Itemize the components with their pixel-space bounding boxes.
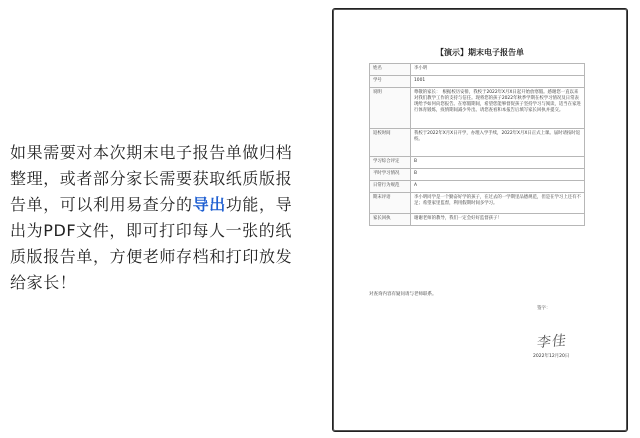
row-key: 家长回执	[370, 214, 411, 226]
table-row	[370, 169, 585, 181]
report-table	[369, 63, 585, 226]
row-value: B	[411, 157, 585, 169]
report-paper	[337, 13, 623, 427]
table-row	[370, 157, 585, 169]
export-highlight: 导出	[192, 195, 226, 214]
row-value: 谢谢老师的教导，我们一定会好好监督孩子！	[411, 214, 585, 226]
row-key: 学习综合评定	[370, 157, 411, 169]
table-row	[370, 88, 585, 129]
row-value: A	[411, 181, 585, 193]
row-value: B	[411, 169, 585, 181]
row-key: 日常行为规范	[370, 181, 411, 193]
intro-text-after: 功能，导出为PDF文件，即可打印每人一张的纸质版报告单，方便老师存档和打印放发给家长！	[10, 195, 293, 292]
intro-text-before: 如果需要对本次期末电子报告单做归档整理，或者部分家长需要获取纸质版报告单，可以利用易查分的	[10, 143, 293, 214]
row-value: 李小明同学是一个勤奋好学的孩子，在过去的一学期里品德规范，但是在学习上还有不足；希望家里监督，利用假期时间多学习。	[411, 193, 585, 214]
handwritten-signature: 李佳	[536, 332, 568, 352]
report-preview-frame	[332, 8, 628, 432]
row-key: 学号	[370, 76, 411, 88]
signature-date: 2022年12月20日	[533, 354, 570, 359]
table-row	[370, 76, 585, 88]
row-key: 姓名	[370, 64, 411, 76]
row-value: 我校于2022年X月X日开学，办理入学手续，2022年X月X日正式上课。届时请按时返校。	[411, 129, 585, 157]
table-row	[370, 181, 585, 193]
report-title: 【演示】期末电子报告单	[436, 48, 524, 57]
row-key: 返校时间	[370, 129, 411, 157]
row-key: 平时学习情况	[370, 169, 411, 181]
table-row	[370, 214, 585, 226]
table-row	[370, 129, 585, 157]
row-key: 期末评语	[370, 193, 411, 214]
row-value: 1001	[411, 76, 585, 88]
signature-label: 签字：	[537, 306, 551, 311]
intro-paragraph	[10, 140, 298, 296]
table-row	[370, 193, 585, 214]
table-row	[370, 64, 585, 76]
row-value: 李小明	[411, 64, 585, 76]
row-key: 说明	[370, 88, 411, 129]
row-value: 尊敬的家长： 根据校历安排，我校于2022年X月X日起开始放寒假。感谢您一直以来对我们教学工作的支持与信任。现将您的孩子2022年秋季学期在校学习情况及日常表现给予如何向您报告。在寒假期间，希望您能够督促孩子坚持学习与阅读，适当在家进行体育锻炼，疫情期间减少外出。请您查看和本报告后填写家长回执并提交。	[411, 88, 585, 129]
contact-note: 对查询内容有疑问请与老师联系。	[369, 292, 437, 297]
